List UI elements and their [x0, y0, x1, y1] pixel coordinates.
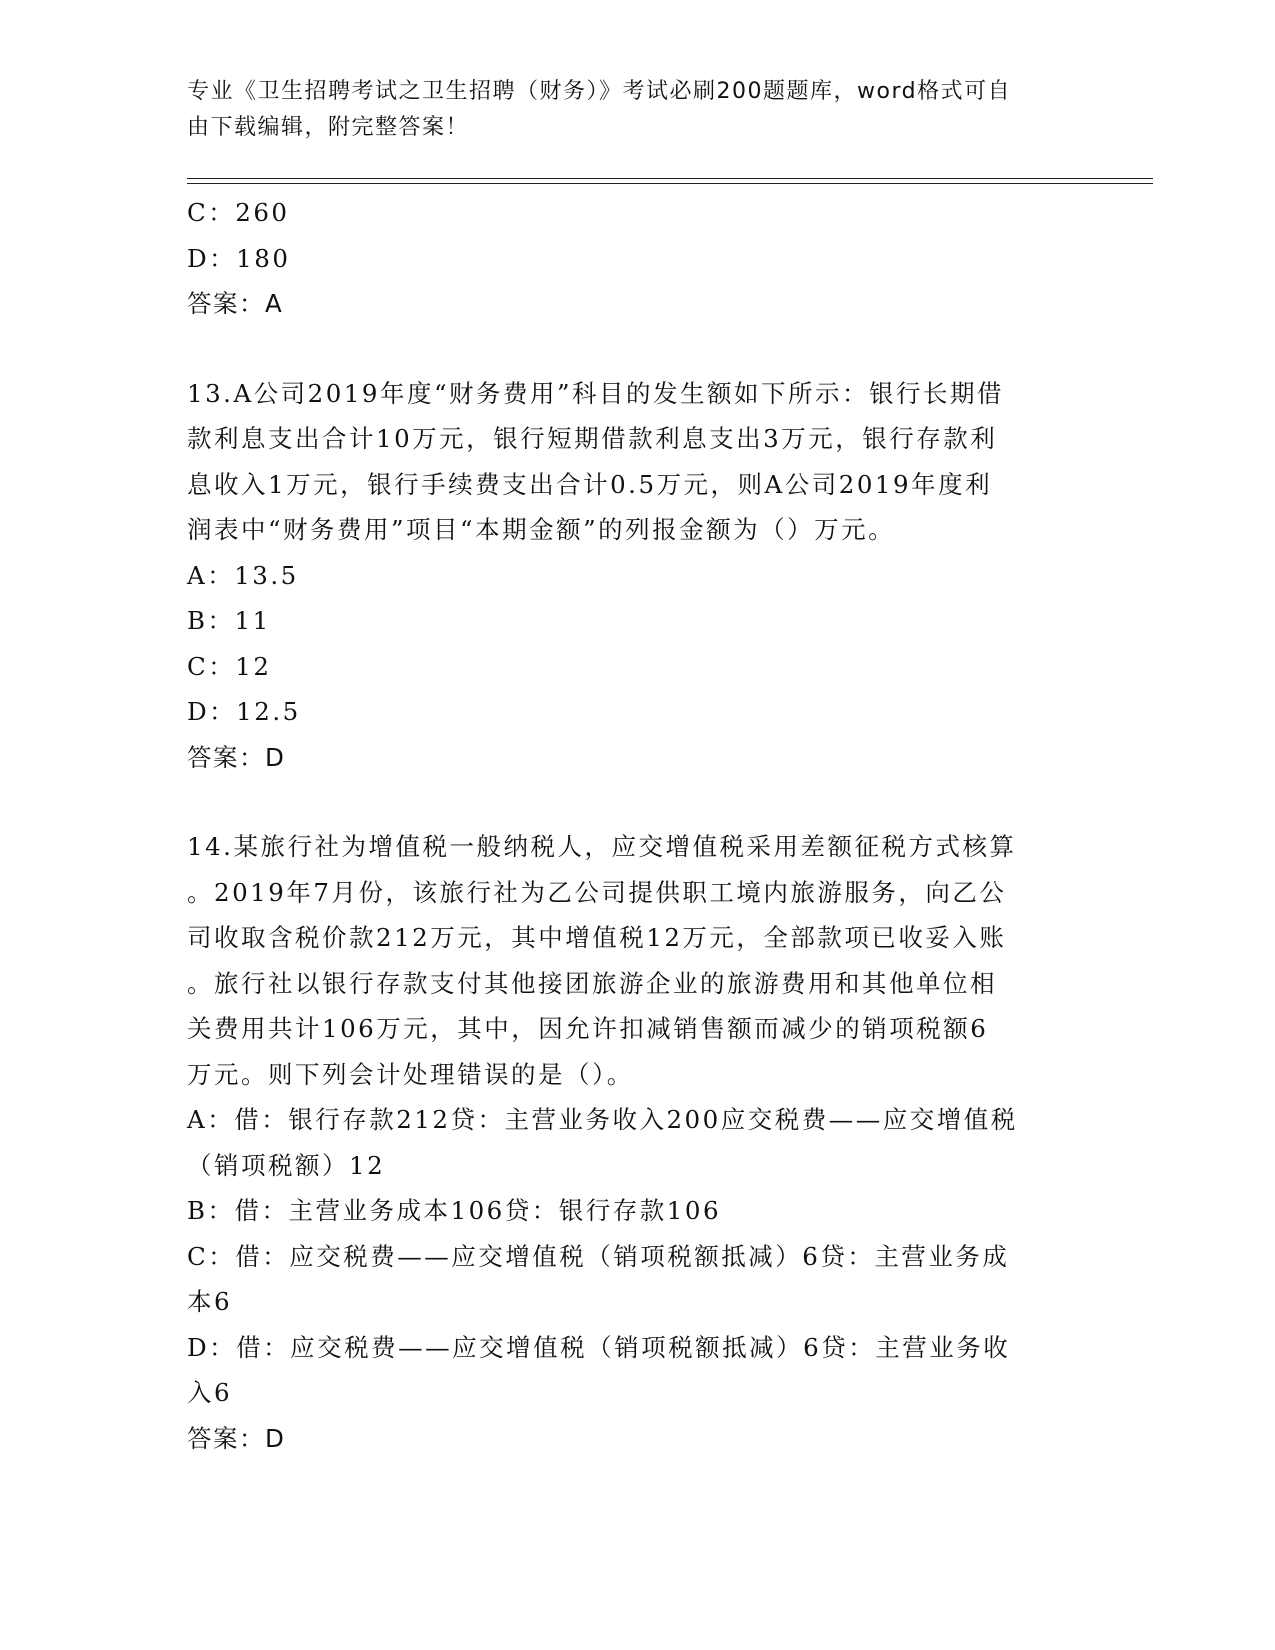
question-13-option-a: A：13.5	[187, 560, 299, 590]
spacer	[187, 780, 1067, 824]
question-13-option-d: D：12.5	[187, 697, 301, 726]
question-14-option-a: A：借：银行存款212贷：主营业务收入200应交税费——应交增值税	[187, 1105, 1018, 1134]
question-14-option-d-cont: 入6	[187, 1378, 233, 1407]
prev-question-tail	[187, 190, 1067, 327]
question-14-option-d: D：借：应交税费——应交增值税（销项税额抵减）6贷：主营业务收	[187, 1332, 1011, 1362]
question-14-line-1: 14.某旅行社为增值税一般纳税人，应交增值税采用差额征税方式核算	[187, 832, 1017, 861]
question-13-line-4: 润表中“财务费用”项目“本期金额”的列报金额为（）万元。	[187, 515, 896, 544]
question-13-answer: 答案：D	[187, 742, 286, 772]
question-14-option-a-cont: （销项税额）12	[187, 1150, 386, 1180]
option-c: C：260	[187, 198, 290, 227]
question-14-line-6: 万元。则下列会计处理错误的是（）。	[187, 1059, 634, 1089]
spacer	[187, 327, 1067, 371]
header-line-1: 专业《卫生招聘考试之卫生招聘（财务）》考试必刷200题题库，word格式可自	[187, 79, 1012, 104]
question-13-option-c: C：12	[187, 651, 272, 681]
question-14	[187, 824, 1067, 1461]
question-13-line-2: 款利息支出合计10万元，银行短期借款利息支出3万元，银行存款利	[187, 424, 998, 453]
question-14-answer: 答案：D	[187, 1423, 286, 1453]
question-14-option-c-cont: 本6	[187, 1287, 233, 1316]
question-14-line-3: 司收取含税价款212万元，其中增值税12万元，全部款项已收妥入账	[187, 923, 1007, 952]
question-13-option-b: B：11	[187, 606, 271, 635]
document-body	[187, 190, 1067, 1461]
document-header	[187, 74, 1067, 146]
answer-line: 答案：A	[187, 289, 284, 318]
header-divider-top	[187, 178, 1153, 179]
question-13-line-1: 13.A公司2019年度“财务费用”科目的发生额如下所示：银行长期借	[187, 378, 1005, 408]
question-13-line-3: 息收入1万元，银行手续费支出合计0.5万元，则A公司2019年度利	[187, 469, 993, 499]
header-line-2: 由下载编辑，附完整答案！	[187, 115, 470, 140]
header-divider-bottom	[187, 183, 1153, 184]
question-14-line-2: 。2019年7月份，该旅行社为乙公司提供职工境内旅游服务，向乙公	[187, 877, 1007, 907]
question-14-line-5: 关费用共计106万元，其中，因允许扣减销售额而减少的销项税额6	[187, 1014, 989, 1043]
question-14-line-4: 。旅行社以银行存款支付其他接团旅游企业的旅游费用和其他单位相	[187, 968, 997, 998]
question-14-option-b: B：借：主营业务成本106贷：银行存款106	[187, 1196, 722, 1225]
option-d: D：180	[187, 243, 291, 273]
question-14-option-c: C：借：应交税费——应交增值税（销项税额抵减）6贷：主营业务成	[187, 1241, 1010, 1271]
question-13	[187, 371, 1067, 781]
